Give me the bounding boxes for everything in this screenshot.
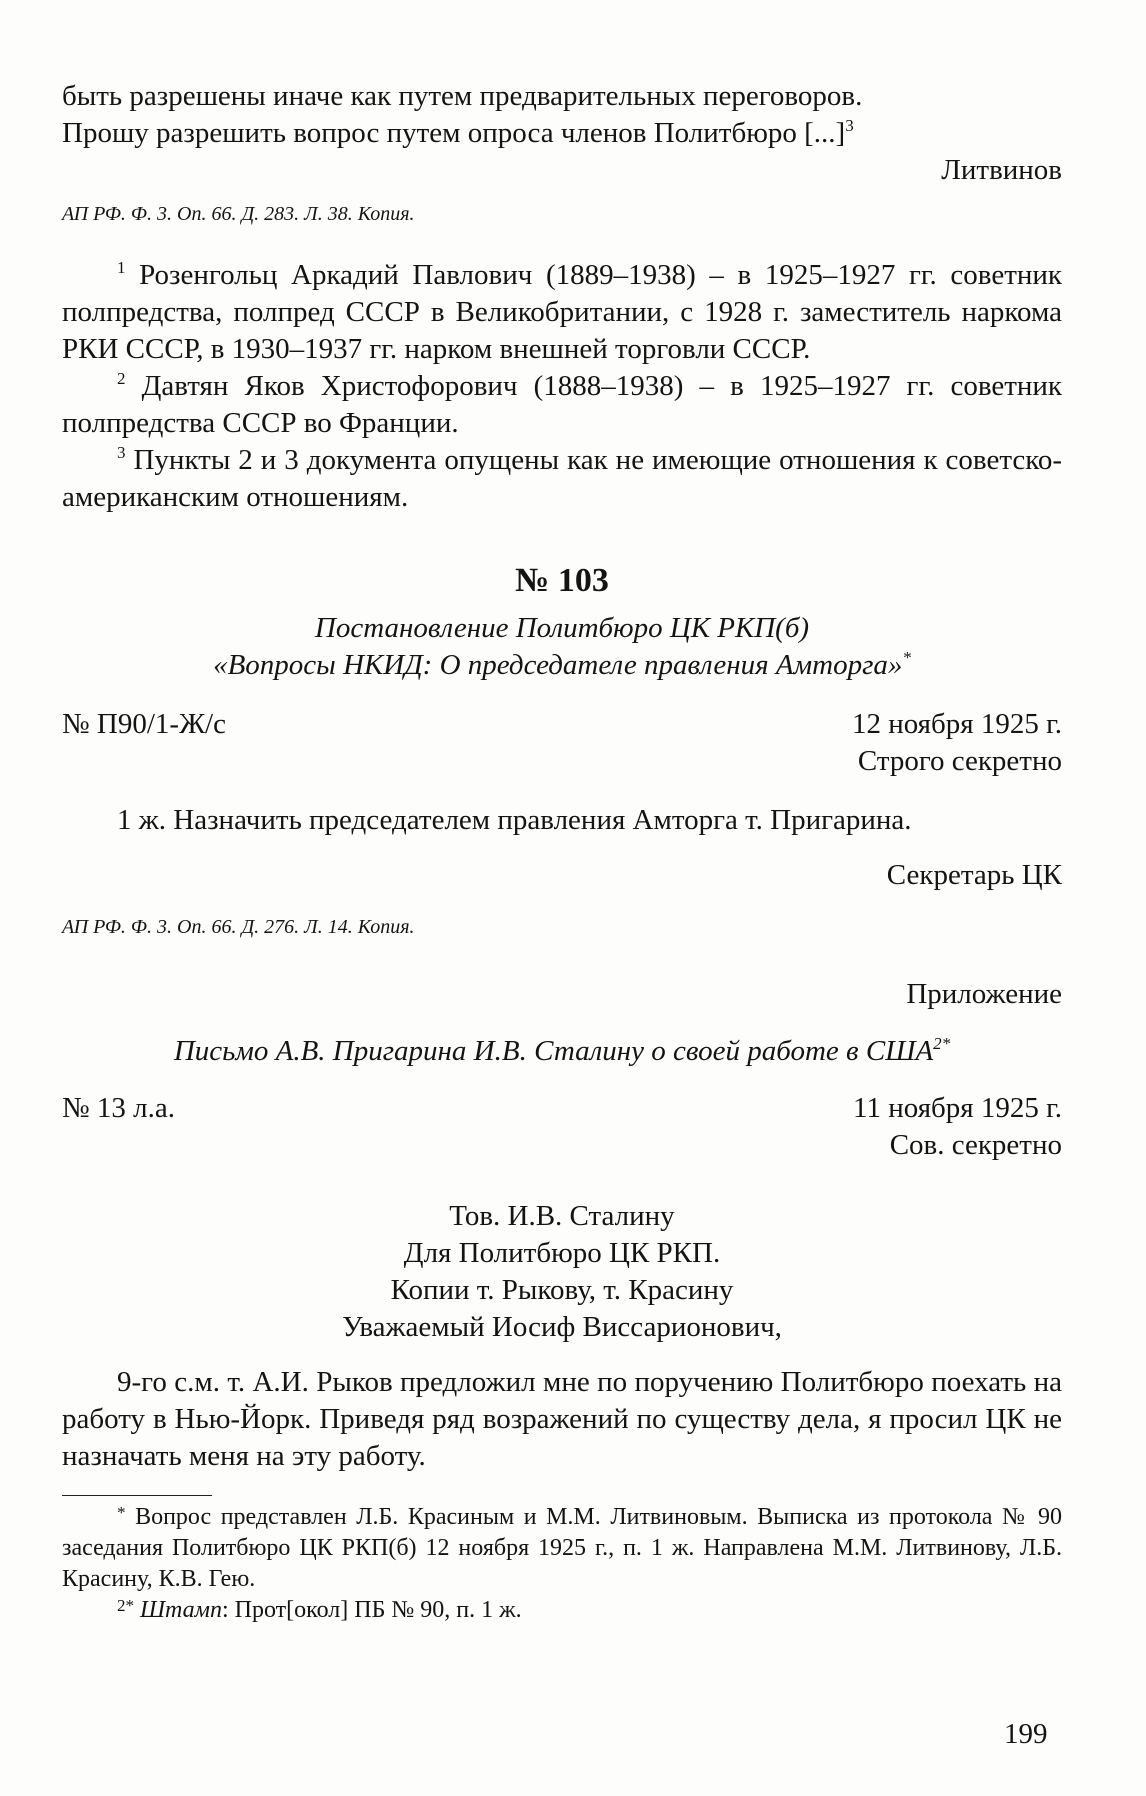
addressee-line: Тов. И.В. Сталину xyxy=(449,1200,675,1232)
note-mark: 3 xyxy=(117,443,126,462)
resolution-text: 1 ж. Назначить председателем правления Амторга т. Пригарина. xyxy=(117,804,912,836)
document-page xyxy=(62,78,1062,1626)
footnote-item xyxy=(62,1595,1062,1626)
footnote-divider xyxy=(62,1495,212,1496)
note-text: Давтян Яков Христофорович (1888–1938) – в 1925–1927 гг. советник полпредства СССР во Франции. xyxy=(62,370,1063,439)
letter-number-row xyxy=(62,1090,1062,1127)
note-mark: 2 xyxy=(117,369,126,388)
footnotes xyxy=(62,1502,1062,1626)
letter-number: № 13 л.а. xyxy=(62,1092,176,1124)
letter-date: 11 ноября 1925 г. xyxy=(853,1092,1062,1124)
signature: Секретарь ЦК xyxy=(886,859,1062,891)
letter-body: 9-го с.м. т. А.И. Рыков предложил мне по поручению Политбюро поехать на работу в Нью-Йорк. Приведя ряд возражений по существу дела, я просил ЦК не назначать меня на эту работу. xyxy=(62,1366,1062,1472)
signature: Литвинов xyxy=(941,154,1062,186)
note-text: Розенгольц Аркадий Павлович (1889–1938) – в 1925–1927 гг. советник полпредства, полпред СССР в Великобритании, с 1928 г. заместитель наркома РКИ СССР, в 1930–1937 гг. нарком внешней торговли СССР. xyxy=(62,259,1062,365)
document-number: № 103 xyxy=(515,562,609,599)
protocol-row xyxy=(62,706,1062,743)
secrecy-stamp: Сов. секретно xyxy=(889,1129,1062,1161)
archive-source: АП РФ. Ф. 3. Оп. 66. Д. 283. Л. 38. Копия. xyxy=(62,203,415,225)
text-line: быть разрешены иначе как путем предварительных переговоров. xyxy=(62,80,863,112)
footnote-text: Вопрос представлен Л.Б. Красиным и М.М. Литвиновым. Выписка из протокола № 90 заседания Политбюро ЦК РКП(б) 12 ноября 1925 г., п. 1 ж. Направлена М.М. Литвинову, Л.Б. Красину, К.В. Гею. xyxy=(62,1504,1063,1592)
document-date: 12 ноября 1925 г. xyxy=(851,708,1062,740)
footnote-mark: 2* xyxy=(117,1596,134,1615)
addressee-line: Копии т. Рыкову, т. Красину xyxy=(390,1274,734,1306)
archive-source: АП РФ. Ф. 3. Оп. 66. Д. 276. Л. 14. Копия. xyxy=(62,916,415,938)
note-item xyxy=(62,368,1062,442)
addressee-block xyxy=(62,1198,1062,1346)
appendix-label: Приложение xyxy=(906,978,1062,1010)
document-title xyxy=(62,610,1062,684)
note-text: Пункты 2 и 3 документа опущены как не имеющие отношения к советско-американским отношениям. xyxy=(62,444,1062,513)
appendix-title xyxy=(62,1033,1062,1070)
secrecy-stamp: Строго секретно xyxy=(857,745,1062,777)
footnote-ref: * xyxy=(902,648,911,667)
footnote-ref: 3 xyxy=(845,116,854,135)
note-item xyxy=(62,442,1062,516)
note-mark: 1 xyxy=(117,258,126,277)
text-line: Прошу разрешить вопрос путем опроса членов Политбюро [...] xyxy=(62,117,846,149)
footnote-item xyxy=(62,1502,1062,1595)
body-text xyxy=(62,78,1062,152)
footnote-mark: * xyxy=(117,1503,126,1522)
footnote-ref: 2* xyxy=(933,1034,951,1053)
footnote-label: Штамп xyxy=(140,1597,222,1623)
addressee-line: Для Политбюро ЦК РКП. xyxy=(403,1237,721,1269)
footnote-text: : Прот[окол] ПБ № 90, п. 1 ж. xyxy=(221,1597,522,1623)
page-number: 199 xyxy=(1004,1718,1048,1750)
protocol-number: № П90/1-Ж/с xyxy=(62,708,226,740)
note-item xyxy=(62,257,1062,368)
title-line: Постановление Политбюро ЦК РКП(б) xyxy=(314,612,810,644)
title-line: «Вопросы НКИД: О председателе правления Амторга» xyxy=(213,649,903,681)
notes-list xyxy=(62,257,1062,516)
title-line: Письмо А.В. Пригарина И.В. Сталину о своей работе в США xyxy=(173,1035,934,1067)
salutation: Уважаемый Иосиф Виссарионович, xyxy=(342,1311,782,1343)
